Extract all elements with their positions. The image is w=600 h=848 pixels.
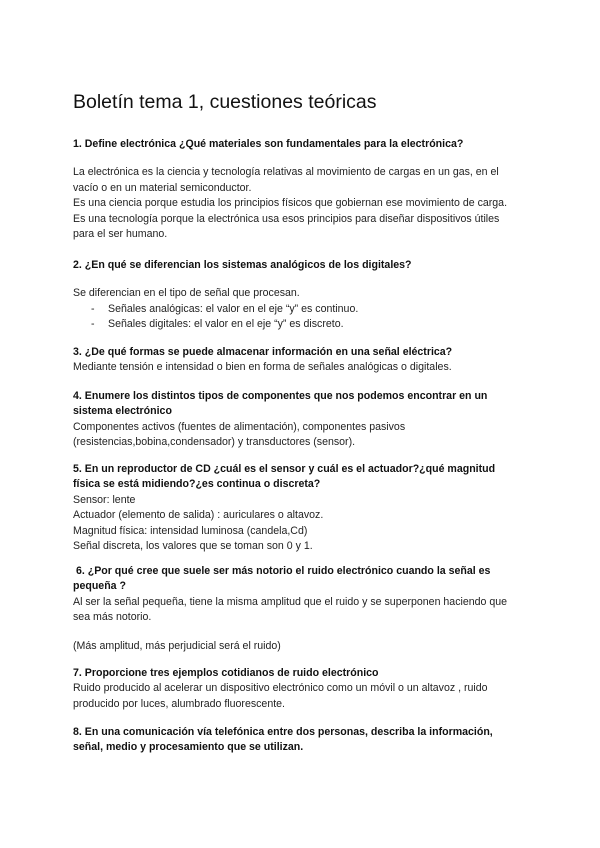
list-item-text: Señales analógicas: el valor en el eje “y” es continuo.: [108, 302, 359, 315]
answer-1-line: La electrónica es la ciencia y tecnología relativas al movimiento de cargas en un gas, en el: [73, 166, 499, 179]
answer-5-line: Señal discreta, los valores que se toman son 0 y 1.: [73, 540, 313, 553]
answer-5-line: Actuador (elemento de salida) : auriculares o altavoz.: [73, 509, 324, 522]
answer-4-line: Componentes activos (fuentes de alimentación), componentes pasivos: [73, 420, 406, 433]
question-5-heading: 5. En un reproductor de CD ¿cuál es el sensor y cuál es el actuador?¿qué magnitud: [73, 463, 496, 475]
question-5-heading: física se está midiendo?¿es continua o discreta?: [73, 478, 321, 491]
answer-3-line: Mediante tensión e intensidad o bien en forma de señales analógicas o digitales.: [73, 361, 452, 374]
list-item: [73, 317, 533, 332]
question-7-heading: 7. Proporcione tres ejemplos cotidianos de ruido electrónico: [73, 667, 379, 679]
page-title: Boletín tema 1, cuestiones teóricas: [73, 91, 377, 113]
question-5-section: [73, 462, 533, 554]
question-6-section: [73, 564, 533, 654]
answer-4-line: (resistencias,bobina,condensador) y transductores (sensor).: [73, 436, 356, 449]
question-3-section: [73, 345, 533, 376]
answer-7-line: Ruido producido al acelerar un dispositivo electrónico como un móvil o un altavoz , ruido: [73, 682, 488, 695]
question-4-section: [73, 389, 533, 451]
question-2-heading: 2. ¿En qué se diferencian los sistemas analógicos de los digitales?: [73, 259, 412, 271]
question-4-heading: 4. Enumere los distintos tipos de componentes que nos podemos encontrar en un: [73, 390, 488, 402]
answer-1-line: para el ser humano.: [73, 228, 168, 241]
list-item: [73, 302, 533, 317]
answer-5-line: Sensor: lente: [73, 493, 136, 506]
question-1-heading: 1. Define electrónica ¿Qué materiales son fundamentales para la electrónica?: [73, 138, 464, 150]
question-7-section: [73, 666, 533, 712]
answer-1-line: Es una tecnología porque la electrónica usa esos principios para diseñar dispositivos útiles: [73, 212, 500, 225]
answer-6-line: sea más notorio.: [73, 611, 152, 624]
answer-1-line: vacío o en un material semiconductor.: [73, 181, 252, 194]
question-8-heading: señal, medio y procesamiento que se utilizan.: [73, 741, 304, 754]
answer-6-line: Al ser la señal pequeña, tiene la misma amplitud que el ruido y se superponen haciendo que: [73, 595, 508, 608]
answer-7-line: producido por luces, alumbrado fluorescente.: [73, 697, 285, 710]
question-8-heading: 8. En una comunicación vía telefónica entre dos personas, describa la información,: [73, 726, 493, 738]
question-2-section: [73, 258, 533, 333]
answer-5-line: Magnitud física: intensidad luminosa (candela,Cd): [73, 524, 308, 537]
list-item-text: Señales digitales: el valor en el eje “y” es discreto.: [108, 318, 344, 331]
answer-2-intro: Se diferencian en el tipo de señal que procesan.: [73, 287, 300, 300]
question-3-heading: 3. ¿De qué formas se puede almacenar información en una señal eléctrica?: [73, 346, 453, 358]
question-6-heading: 6. ¿Por qué cree que suele ser más notorio el ruido electrónico cuando la señal es: [73, 565, 491, 577]
answer-1-line: Es una ciencia porque estudia los principios físicos que gobiernan ese movimiento de carga.: [73, 197, 508, 210]
question-4-heading: sistema electrónico: [73, 405, 172, 418]
question-1-section: [73, 137, 533, 242]
bullet-dash: -: [91, 302, 95, 315]
question-8-section: [73, 725, 533, 756]
bullet-dash: -: [91, 318, 95, 331]
question-6-heading: pequeña ?: [73, 580, 126, 593]
answer-6-note: (Más amplitud, más perjudicial será el ruido): [73, 639, 281, 652]
